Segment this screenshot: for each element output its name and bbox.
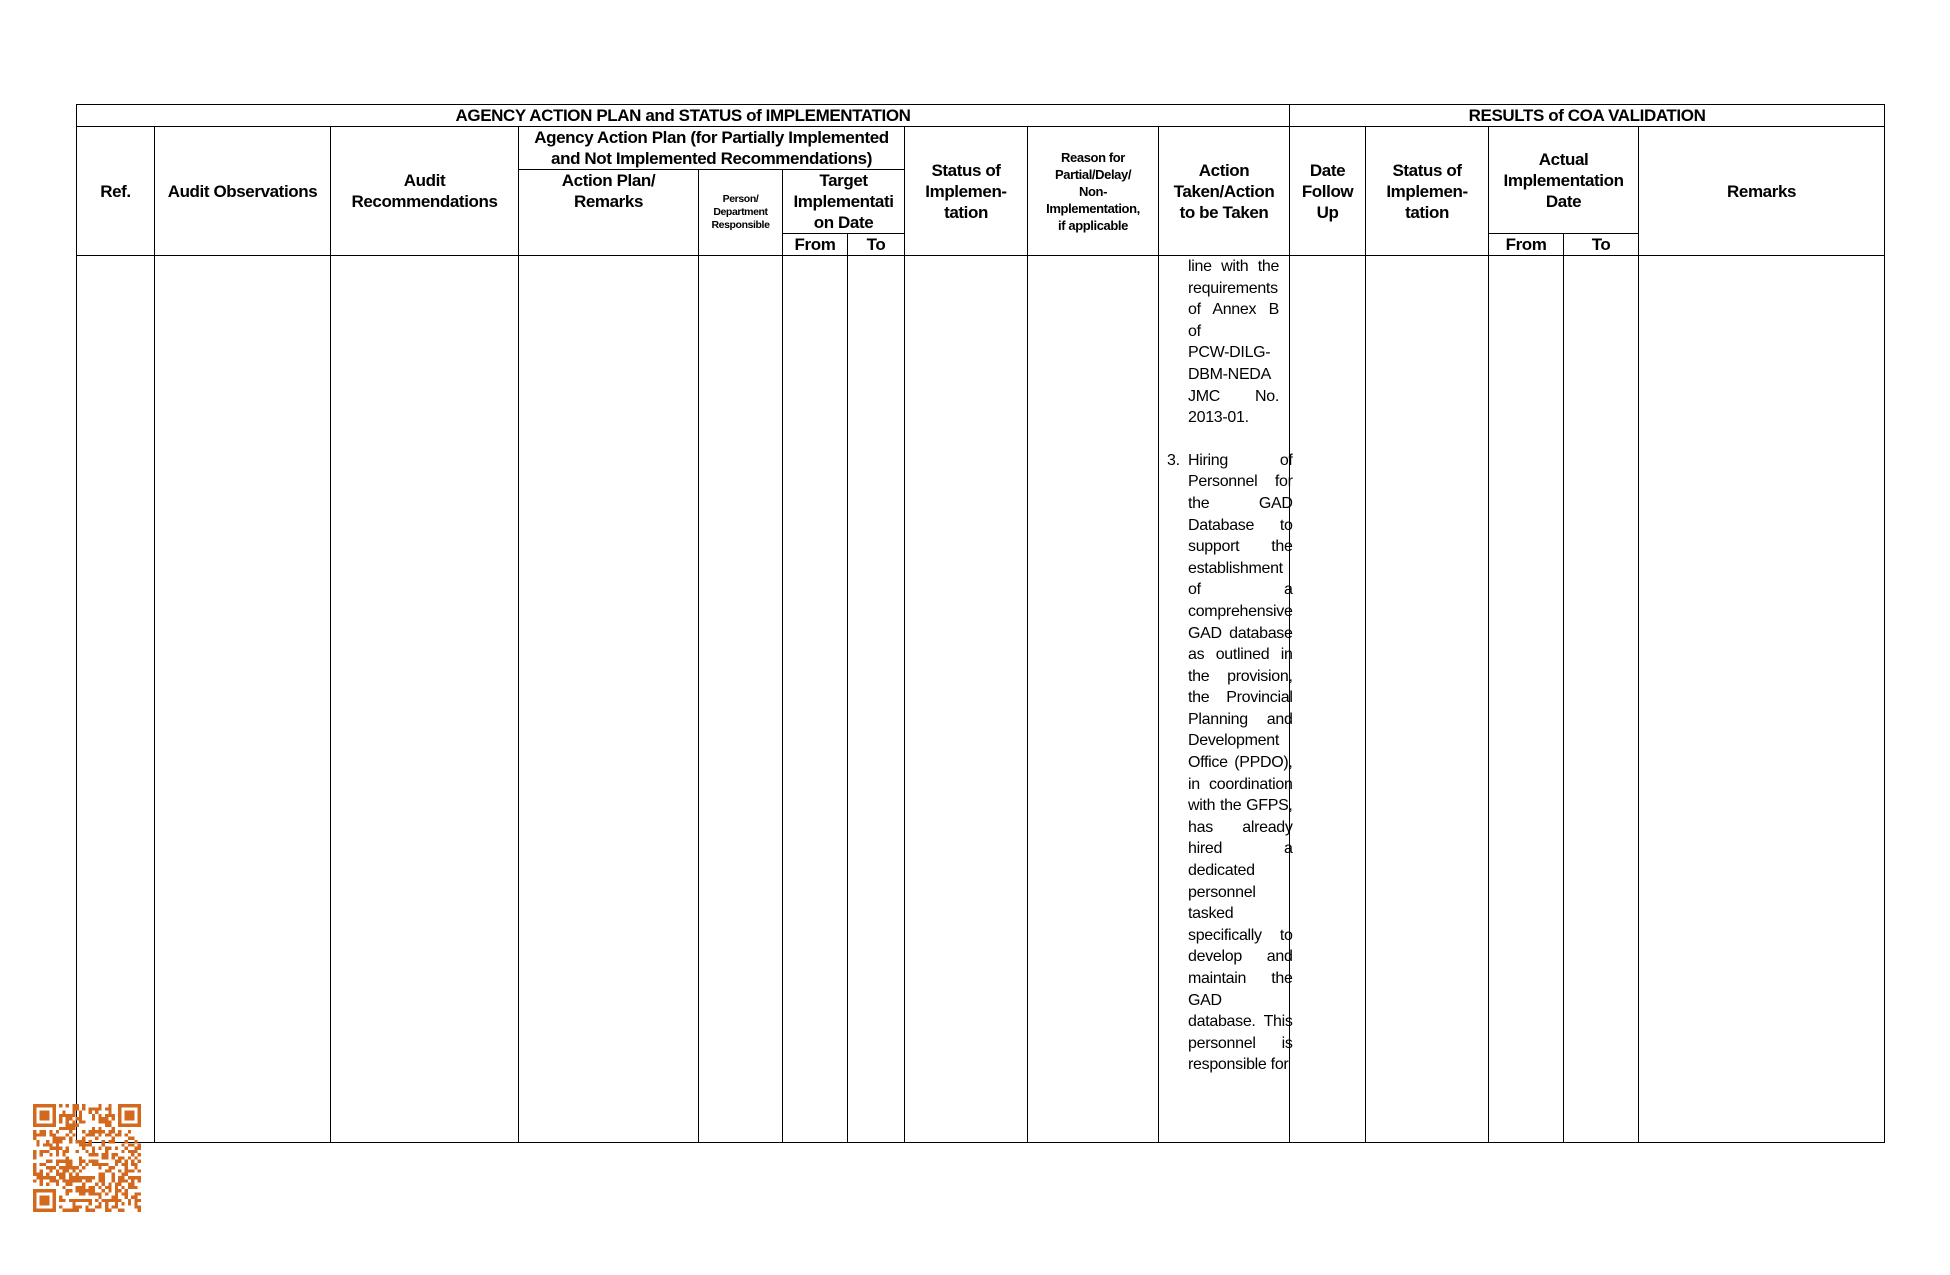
agency-plan-header: Agency Action Plan (for Partially Implemented and Not Implemented Recommendations) [519,127,905,170]
remarks-cell [1639,256,1885,1143]
item-number: 3. [1167,451,1180,469]
table-row [77,256,1885,1143]
action-line: DBM-NEDA [1188,365,1271,383]
action-plan-remarks-header: Action Plan/ Remarks [519,170,699,256]
action-taken-header: Action Taken/Action to be Taken [1159,127,1290,256]
target-from-cell [783,256,848,1143]
target-to-cell [848,256,905,1143]
date-follow-up-header: Date Follow Up [1290,127,1366,256]
agency-section-header: AGENCY ACTION PLAN and STATUS of IMPLEMENTATION [77,105,1290,127]
ref-header: Ref. [77,127,155,256]
action-line: JMC No. [1188,387,1280,405]
action-line: requirements [1188,279,1278,297]
action-line: 2013-01. [1188,409,1249,427]
action-line: PCW-DILG- [1188,344,1271,362]
reason-cell [1028,256,1159,1143]
action-line: line with the [1188,258,1280,275]
status-header: Status of Implemen- tation [905,127,1028,256]
target-date-header: Target Implementati on Date [783,170,905,234]
reason-header: Reason for Partial/Delay/ Non- Implementation, if applicable [1028,127,1159,256]
status-cell [905,256,1028,1143]
actual-from-cell [1489,256,1564,1143]
target-from-header: From [783,234,848,256]
action-line: of Annex B of [1188,301,1280,340]
audit-observations-header: Audit Observations [155,127,331,256]
audit-recommendations-cell [331,256,519,1143]
person-responsible-cell [699,256,783,1143]
audit-recommendations-header: Audit Recommendations [331,127,519,256]
item-text: Hiring of Personnel for the GAD Database to support the establishment of a comprehensive GAD database as outlined in the provision, the Provincial Planning and Development Office (PPDO), in coordination with the GFPS, has already hired a dedicated personnel tasked specifically to develop and maintain the GAD database. This personnel is responsible for [1188,451,1293,1074]
actual-to-cell [1564,256,1639,1143]
remarks-header: Remarks [1639,127,1885,256]
actual-date-header: Actual Implementation Date [1489,127,1639,234]
coa-section-header: RESULTS of COA VALIDATION [1290,105,1885,127]
audit-observations-cell [155,256,331,1143]
target-to-header: To [848,234,905,256]
action-taken-text [1159,256,1293,1076]
actual-from-header: From [1489,234,1564,256]
actual-to-header: To [1564,234,1639,256]
coa-status-header: Status of Implemen- tation [1366,127,1489,256]
date-follow-up-cell [1290,256,1366,1143]
action-item-3 [1167,450,1293,1076]
coa-status-cell [1366,256,1489,1143]
ref-cell [77,256,155,1143]
action-plan-cell [519,256,699,1143]
person-responsible-header: Person/ Department Responsible [699,170,783,256]
action-taken-cell [1159,256,1293,1143]
qr-code-icon [33,1104,141,1212]
action-plan-table [76,104,1885,1143]
